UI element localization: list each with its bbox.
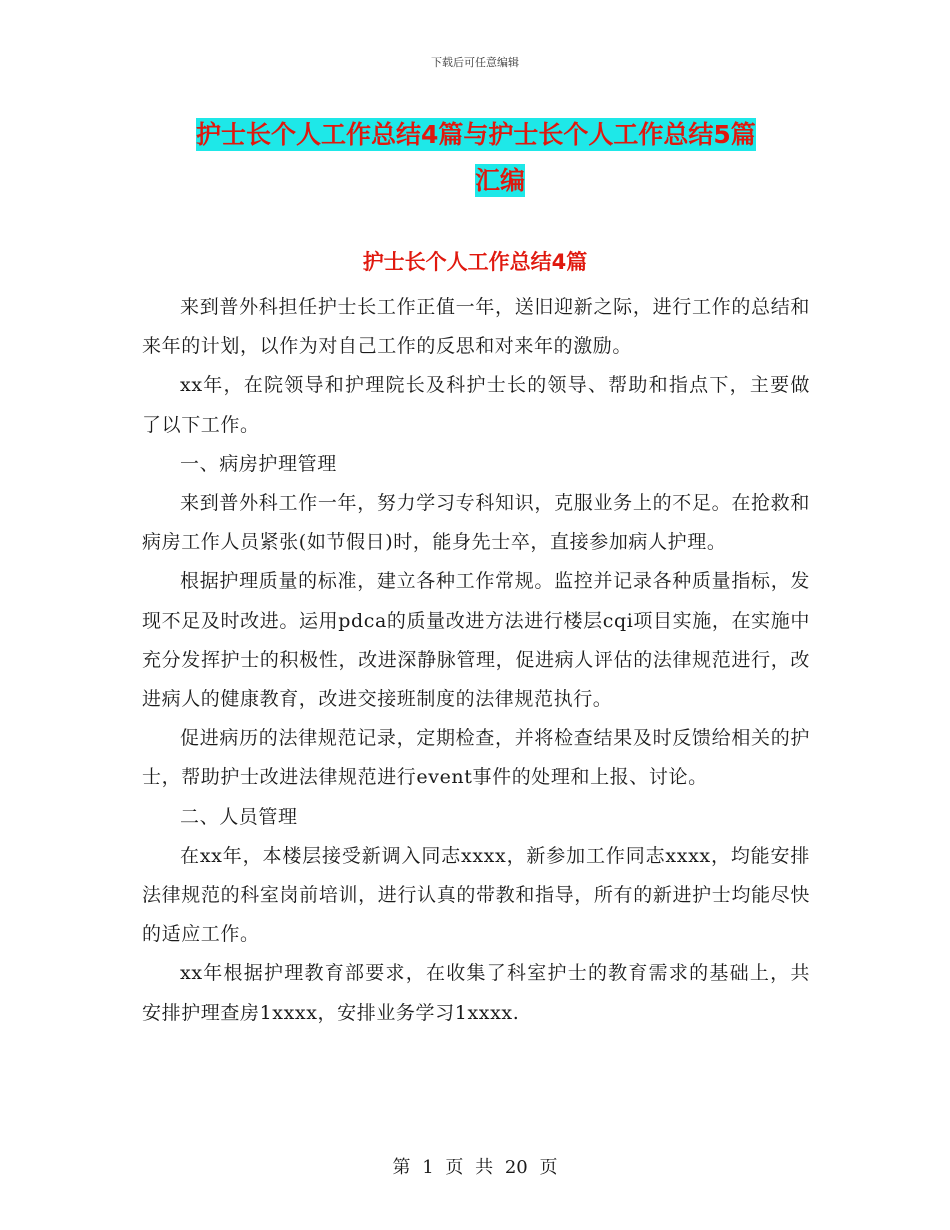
paragraph: 在xx年，本楼层接受新调入同志xxxx，新参加工作同志xxxx，均能安排法律规范的科室岗前培训，进行认真的带教和指导，所有的新进护士均能尽快的适应工作。 <box>142 844 810 946</box>
header-note: 下载后可任意编辑 <box>431 56 519 69</box>
paragraph: xx年，在院领导和护理院长及科护士长的领导、帮助和指点下，主要做了以下工作。 <box>142 374 810 436</box>
paragraph: 来到普外科担任护士长工作正值一年，送旧迎新之际，进行工作的总结和来年的计划，以作为对自己工作的反思和对来年的激励。 <box>142 296 810 358</box>
title-line-1: 护士长个人工作总结4篇与护士长个人工作总结5篇 <box>196 120 756 149</box>
section-heading: 二、人员管理 <box>180 805 298 828</box>
paragraph: 促进病历的法律规范记录，定期检查，并将检查结果及时反馈给相关的护士，帮助护士改进法律规范进行event事件的处理和上报、讨论。 <box>142 727 810 789</box>
paragraph: 根据护理质量的标准，建立各种工作常规。监控并记录各种质量指标，发现不足及时改进。运用pdca的质量改进方法进行楼层cqi项目实施，在实施中充分发挥护士的积极性，改进深静脉管理，促进病人评估的法律规范进行，改进病人的健康教育，改进交接班制度的法律规范执行。 <box>142 570 810 711</box>
paragraph: 来到普外科工作一年，努力学习专科知识，克服业务上的不足。在抢救和病房工作人员紧张(如节假日)时，能身先士卒，直接参加病人护理。 <box>142 492 810 554</box>
body-text <box>142 288 810 1033</box>
title-line-2: 汇编 <box>474 166 525 195</box>
paragraph: xx年根据护理教育部要求，在收集了科室护士的教育需求的基础上，共安排护理查房1xxxx，安排业务学习1xxxx. <box>142 962 810 1024</box>
document-title <box>196 112 800 204</box>
section-heading: 一、病房护理管理 <box>180 452 337 475</box>
section-title: 护士长个人工作总结4篇 <box>362 250 588 274</box>
page-footer: 第 1 页 共 20 页 <box>392 1157 558 1178</box>
